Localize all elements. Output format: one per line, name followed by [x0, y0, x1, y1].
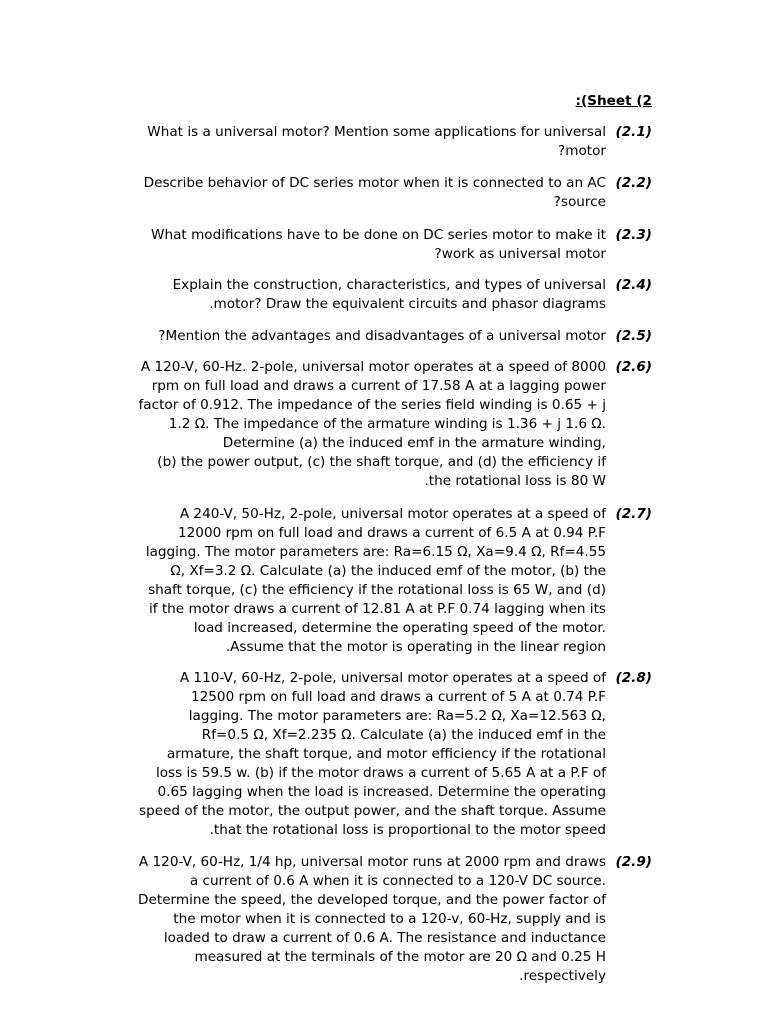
question-line: ?source [553, 194, 606, 210]
question-line: if the motor draws a current of 12.81 A at P.F 0.74 lagging when its [148, 601, 606, 617]
question-number: (2.5) [615, 328, 652, 344]
question-line: Ω, Xf=3.2 Ω. Calculate (a) the induced emf of the motor, (b) the [170, 563, 606, 579]
question-number: (2.9) [615, 854, 652, 870]
question-item [100, 669, 652, 840]
question-line: 12000 rpm on full load and draws a current of 6.5 A at 0.94 P.F [178, 525, 606, 541]
question-text [100, 276, 606, 314]
question-line: armature, the shaft torque, and motor efficiency if the rotational [166, 746, 606, 762]
question-line: What modifications have to be done on DC series motor to make it [151, 227, 606, 243]
question-line: lagging. The motor parameters are: Ra=6.15 Ω, Xa=9.4 Ω, Rf=4.55 [145, 544, 606, 560]
question-line: factor of 0.912. The impedance of the series field winding is 0.65 + j [138, 397, 606, 413]
question-text [100, 505, 606, 657]
question-line: A 120-V, 60-Hz, 1/4 hp, universal motor runs at 2000 rpm and draws [138, 854, 606, 870]
question-item [100, 123, 652, 161]
question-line: ?Mention the advantages and disadvantages of a universal motor [158, 328, 606, 344]
question-item [100, 327, 652, 346]
question-number: (2.2) [615, 175, 652, 191]
question-number: (2.8) [615, 670, 652, 686]
question-line: shaft torque, (c) the efficiency if the rotational loss is 65 W, and (d) [148, 582, 606, 598]
question-line: lagging. The motor parameters are: Ra=5.2 Ω, Xa=12.563 Ω, [188, 708, 606, 724]
question-line: ?motor [557, 143, 606, 159]
question-line: Describe behavior of DC series motor when it is connected to an AC [143, 175, 606, 191]
question-item [100, 174, 652, 212]
question-item [100, 276, 652, 314]
sheet-title: :(Sheet (2 [575, 93, 652, 109]
question-line: measured at the terminals of the motor are 20 Ω and 0.25 H [194, 949, 606, 965]
question-text [100, 123, 606, 161]
question-line: Explain the construction, characteristics, and types of universal [172, 277, 606, 293]
question-line: .respectively [519, 968, 606, 984]
question-line: load increased, determine the operating speed of the motor. [193, 620, 606, 636]
question-line: .Assume that the motor is operating in the linear region [225, 639, 606, 655]
question-line: a current of 0.6 A when it is connected to a 120-V DC source. [189, 873, 606, 889]
question-item [100, 505, 652, 657]
question-line: loss is 59.5 w. (b) if the motor draws a current of 5.65 A at a P.F of [155, 765, 606, 781]
question-number: (2.6) [615, 359, 652, 375]
question-line: the motor when it is connected to a 120-v, 60-Hz, supply and is [173, 911, 606, 927]
question-item [100, 358, 652, 491]
question-line: 12500 rpm on full load and draws a current of 5 A at 0.74 P.F [190, 689, 606, 705]
question-number: (2.1) [615, 124, 652, 140]
question-number: (2.3) [615, 227, 652, 243]
question-text [100, 358, 606, 491]
question-line: What is a universal motor? Mention some applications for universal [147, 124, 606, 140]
question-number: (2.4) [615, 277, 652, 293]
question-line: .that the rotational loss is proportional to the motor speed [209, 822, 606, 838]
question-line: 0.65 lagging when the load is increased. Determine the operating [157, 784, 606, 800]
question-line: Determine (a) the induced emf in the armature winding, [222, 435, 606, 451]
question-text [100, 174, 606, 212]
question-line: speed of the motor, the output power, and the shaft torque. Assume [138, 803, 606, 819]
question-number: (2.7) [615, 506, 652, 522]
question-line: .the rotational loss is 80 W [424, 473, 606, 489]
question-line: A 110-V, 60-Hz, 2-pole, universal motor operates at a speed of [179, 670, 606, 686]
question-item [100, 226, 652, 264]
question-line: Rf=0.5 Ω, Xf=2.235 Ω. Calculate (a) the induced emf in the [201, 727, 606, 743]
question-line: rpm on full load and draws a current of 17.58 A at a lagging power [151, 378, 606, 394]
question-item [100, 853, 652, 986]
question-text [100, 853, 606, 986]
question-text [100, 669, 606, 840]
question-line: A 120-V, 60-Hz. 2-pole, universal motor operates at a speed of 8000 [140, 359, 606, 375]
question-line: .motor? Draw the equivalent circuits and phasor diagrams [209, 296, 606, 312]
question-line: A 240-V, 50-Hz, 2-pole, universal motor operates at a speed of [179, 506, 606, 522]
question-line: Determine the speed, the developed torque, and the power factor of [138, 892, 606, 908]
question-line: loaded to draw a current of 0.6 A. The resistance and inductance [163, 930, 606, 946]
question-line: ?work as universal motor [434, 246, 606, 262]
question-text [100, 226, 606, 264]
question-line: (b) the power output, (c) the shaft torque, and (d) the efficiency if [157, 454, 606, 470]
question-line: 1.2 Ω. The impedance of the armature winding is 1.36 + j 1.6 Ω. [168, 416, 606, 432]
question-text [100, 327, 606, 346]
